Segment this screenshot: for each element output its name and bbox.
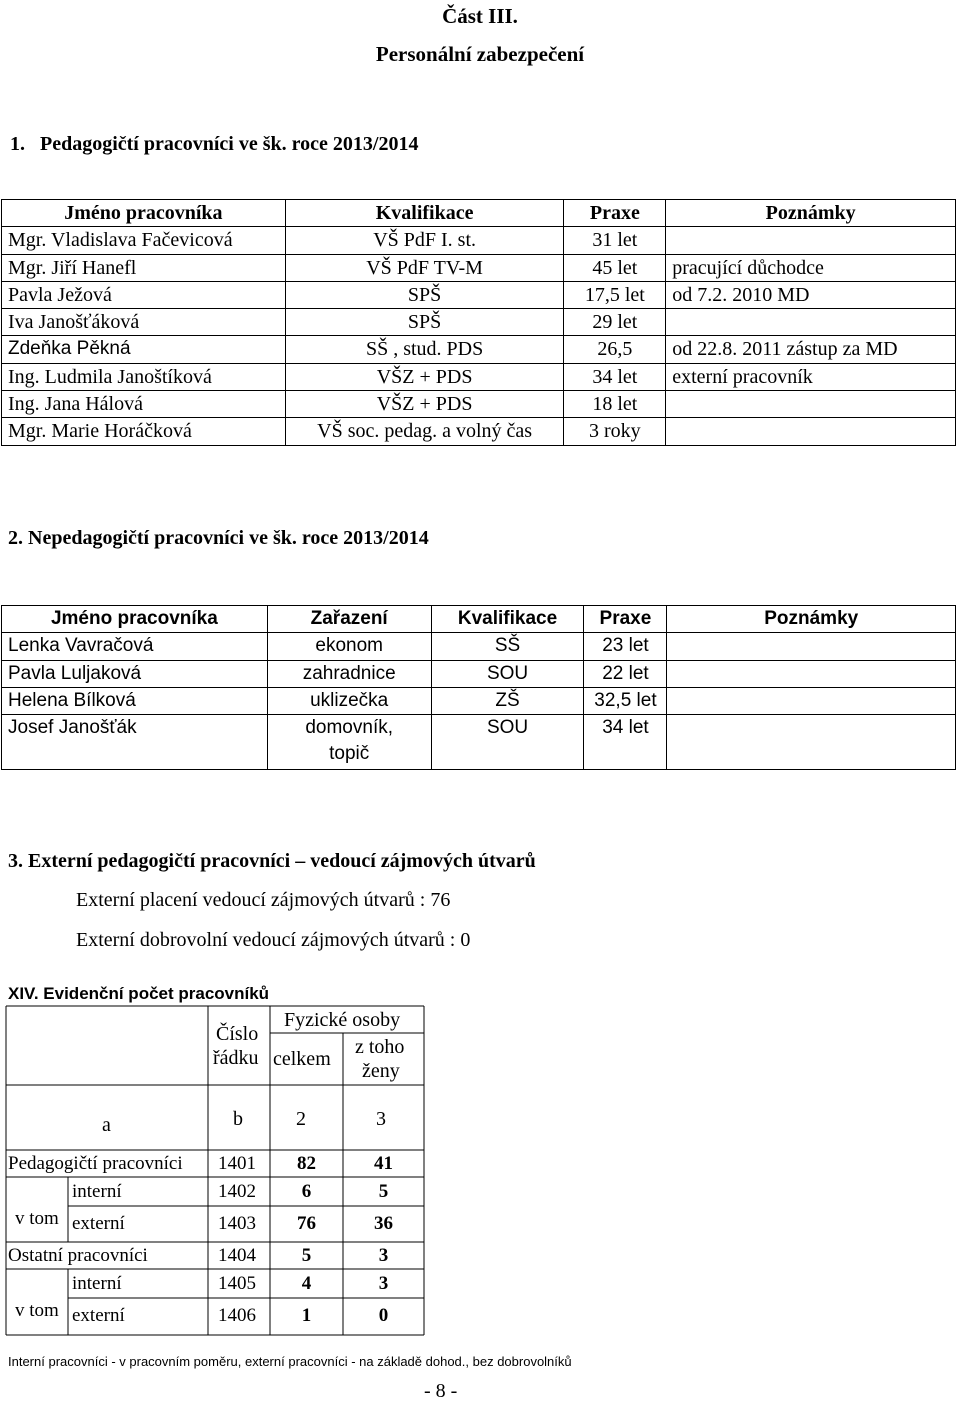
cell: SOU xyxy=(431,660,584,687)
row-total: 82 xyxy=(297,1153,316,1174)
staff-count-table xyxy=(0,1003,430,1339)
header-fyzicke-osoby: Fyzické osoby xyxy=(284,1009,401,1031)
cell: 34 let xyxy=(584,715,667,770)
row-label: interní xyxy=(72,1181,122,1202)
row-women: 41 xyxy=(374,1153,393,1174)
row-number: 1403 xyxy=(218,1213,256,1234)
cell: ZŠ xyxy=(431,687,584,714)
cell: od 22.8. 2011 zástup za MD xyxy=(666,336,956,363)
header-radku: řádku xyxy=(213,1047,259,1069)
cell: Josef Janošťák xyxy=(2,715,268,770)
row-women: 0 xyxy=(378,1305,389,1326)
row-label: externí xyxy=(72,1305,125,1326)
row-number: 1406 xyxy=(218,1305,256,1326)
cell: VŠ soc. pedag. a volný čas xyxy=(285,418,564,445)
cell: 18 let xyxy=(564,391,666,418)
cell: VŠ PdF I. st. xyxy=(285,227,564,254)
cell-line: topič xyxy=(329,743,370,765)
part-subtitle: Personální zabezpečení xyxy=(375,42,585,66)
cell: Ing. Ludmila Janoštíková xyxy=(2,363,286,390)
col-header: Zařazení xyxy=(267,606,431,633)
cell: Pavla Luljaková xyxy=(2,660,268,687)
cell xyxy=(667,633,956,660)
cell: SPŠ xyxy=(285,281,564,308)
row-total: 1 xyxy=(301,1305,312,1326)
table-row xyxy=(2,227,956,254)
row-label: externí xyxy=(72,1213,125,1234)
cell: Mgr. Vladislava Fačevicová xyxy=(2,227,286,254)
cell: SŠ xyxy=(431,633,584,660)
cell: 31 let xyxy=(564,227,666,254)
cell: Ing. Jana Hálová xyxy=(2,391,286,418)
cell xyxy=(667,660,956,687)
table-row xyxy=(2,363,956,390)
row-women: 36 xyxy=(374,1213,393,1234)
cell xyxy=(666,227,956,254)
cell: Helena Bílková xyxy=(2,687,268,714)
cell: 22 let xyxy=(584,660,667,687)
cell: 3 roky xyxy=(564,418,666,445)
col-header: Jméno pracovníka xyxy=(2,200,286,227)
cell xyxy=(667,687,956,714)
section2-title: 2. Nepedagogičtí pracovníci ve šk. roce 2013/2014 xyxy=(8,527,429,549)
cell: Mgr. Marie Horáčková xyxy=(2,418,286,445)
cell: 29 let xyxy=(564,309,666,336)
col-header: Kvalifikace xyxy=(285,200,564,227)
cell: 34 let xyxy=(564,363,666,390)
col-header: Poznámky xyxy=(667,606,956,633)
header-celkem: celkem xyxy=(273,1048,331,1070)
header-zeny: ženy xyxy=(362,1060,400,1082)
table-row xyxy=(2,391,956,418)
cell xyxy=(666,418,956,445)
cell xyxy=(267,715,431,770)
footnote: Interní pracovníci - v pracovním poměru, externí pracovníci - na základě dohod., bez dobrovolníků xyxy=(8,1354,572,1369)
header-cislo: Číslo xyxy=(216,1023,259,1045)
cell: 17,5 let xyxy=(564,281,666,308)
cell: SŠ , stud. PDS xyxy=(285,336,564,363)
section1-title: 1. Pedagogičtí pracovníci ve šk. roce 2013/2014 xyxy=(10,133,419,155)
cell: Mgr. Jiří Hanefl xyxy=(2,254,286,281)
row-women: 5 xyxy=(378,1181,389,1202)
cell: 32,5 let xyxy=(584,687,667,714)
row-total: 6 xyxy=(301,1181,312,1202)
cell: 23 let xyxy=(584,633,667,660)
cell: Pavla Ježová xyxy=(2,281,286,308)
row-number: 1405 xyxy=(218,1273,256,1294)
page-number: - 8 - xyxy=(424,1380,458,1402)
cell: Lenka Vavračová xyxy=(2,633,268,660)
table-header xyxy=(2,200,956,227)
cell: 45 let xyxy=(564,254,666,281)
section3-title: 3. Externí pedagogičtí pracovníci – vedoucí zájmových útvarů xyxy=(8,850,536,872)
cell xyxy=(667,715,956,770)
row-total: 76 xyxy=(297,1213,316,1234)
v-tom-label: v tom xyxy=(15,1300,59,1321)
cell: externí pracovník xyxy=(666,363,956,390)
cell: pracující důchodce xyxy=(666,254,956,281)
table-row xyxy=(2,309,956,336)
cell: Iva Janošťáková xyxy=(2,309,286,336)
cell xyxy=(666,309,956,336)
cell-line: domovník, xyxy=(305,717,393,739)
table-row xyxy=(2,418,956,445)
part-title: Část III. xyxy=(442,4,518,28)
v-tom-label: v tom xyxy=(15,1208,59,1229)
row-total: 5 xyxy=(301,1245,312,1266)
col-b: b xyxy=(233,1108,243,1130)
row-label: Ostatní pracovníci xyxy=(8,1245,148,1266)
section4-title: XIV. Evidenční počet pracovníků xyxy=(8,984,270,1003)
row-women: 3 xyxy=(378,1245,389,1266)
col-a: a xyxy=(102,1114,111,1136)
cell: 26,5 xyxy=(564,336,666,363)
col-header: Jméno pracovníka xyxy=(2,606,268,633)
col-header: Poznámky xyxy=(666,200,956,227)
row-women: 3 xyxy=(378,1273,389,1294)
col-header: Praxe xyxy=(584,606,667,633)
external-paid-line: Externí placení vedoucí zájmových útvarů : 76 xyxy=(76,889,451,911)
row-total: 4 xyxy=(301,1273,312,1294)
col-2: 2 xyxy=(296,1108,306,1130)
cell: zahradnice xyxy=(267,660,431,687)
table-row xyxy=(2,633,956,660)
cell: SPŠ xyxy=(285,309,564,336)
pedagogical-staff-table xyxy=(1,199,956,446)
table-row xyxy=(2,336,956,363)
cell: VŠZ + PDS xyxy=(285,391,564,418)
row-number: 1402 xyxy=(218,1181,256,1202)
cell: VŠZ + PDS xyxy=(285,363,564,390)
cell xyxy=(666,391,956,418)
cell: SOU xyxy=(431,715,584,770)
external-volunteer-line: Externí dobrovolní vedoucí zájmových útvarů : 0 xyxy=(76,929,471,951)
table-row xyxy=(2,281,956,308)
cell: VŠ PdF TV-M xyxy=(285,254,564,281)
row-label: Pedagogičtí pracovníci xyxy=(8,1153,183,1174)
table-row xyxy=(2,660,956,687)
cell: ekonom xyxy=(267,633,431,660)
row-label: interní xyxy=(72,1273,122,1294)
non-pedagogical-staff-table xyxy=(1,605,956,770)
header-z-toho: z toho xyxy=(355,1036,405,1058)
col-3: 3 xyxy=(376,1108,386,1130)
cell: Zdeňka Pěkná xyxy=(2,336,286,363)
table-row xyxy=(2,254,956,281)
table-row xyxy=(2,715,956,770)
table-row xyxy=(2,687,956,714)
col-header: Praxe xyxy=(564,200,666,227)
row-number: 1404 xyxy=(218,1245,256,1266)
cell: uklizečka xyxy=(267,687,431,714)
cell: od 7.2. 2010 MD xyxy=(666,281,956,308)
row-number: 1401 xyxy=(218,1153,256,1174)
col-header: Kvalifikace xyxy=(431,606,584,633)
table-header xyxy=(2,606,956,633)
